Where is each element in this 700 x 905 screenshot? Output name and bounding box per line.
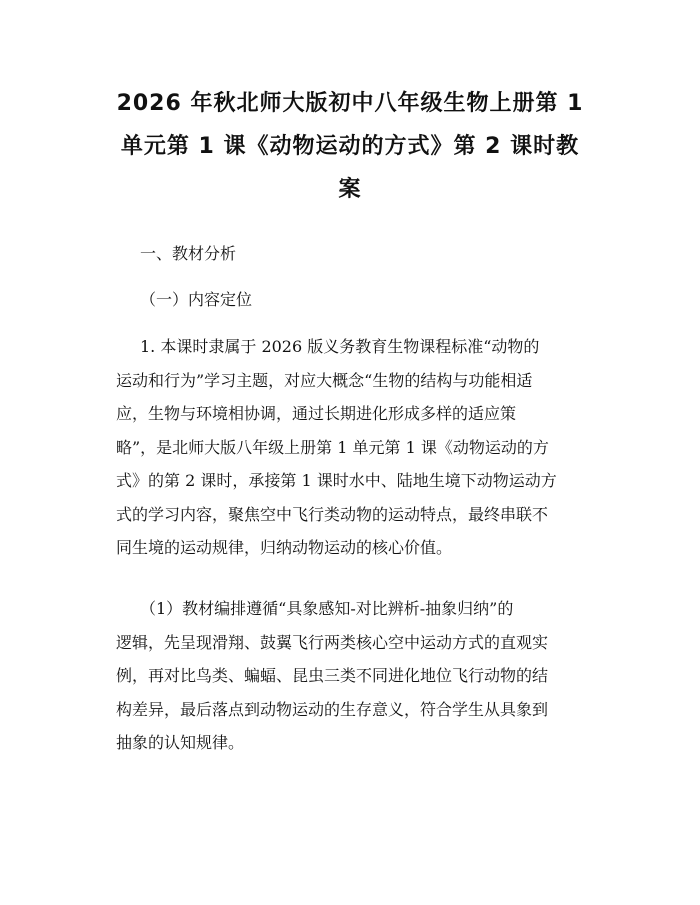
paragraph-line: 运动和行为”学习主题，对应大概念“生物的结构与功能相适 <box>116 370 533 390</box>
paragraph-line: 式》的第 2 课时，承接第 1 课时水中、陆地生境下动物运动方 <box>116 471 557 490</box>
paragraph-line: 抽象的认知规律。 <box>116 733 245 752</box>
paragraph-line: 1. 本课时隶属于 2026 版义务教育生物课程标准“动物的 <box>140 337 540 356</box>
title-line-3: 案 <box>338 177 362 202</box>
paragraph-line: 略”，是北师大版八年级上册第 1 单元第 1 课《动物运动的方 <box>116 437 549 457</box>
title-line-2: 单元第 1 课《动物运动的方式》第 2 课时教 <box>120 134 580 159</box>
section-heading: 一、教材分析 <box>140 244 237 263</box>
paragraph-line: 式的学习内容，聚焦空中飞行类动物的运动特点，最终串联不 <box>116 504 549 524</box>
paragraph-line: 同生境的运动规律，归纳动物运动的核心价值。 <box>116 538 453 557</box>
paragraph-line: 应，生物与环境相协调，通过长期进化形成多样的适应策 <box>116 404 517 423</box>
subsection-heading: （一）内容定位 <box>140 290 253 309</box>
paragraph-textbook-arrangement <box>116 592 600 760</box>
document-title <box>100 82 600 211</box>
paragraph-line: 构差异，最后落点到动物运动的生存意义，符合学生从具象到 <box>116 699 549 719</box>
paragraph-line: 例，再对比鸟类、蝙蝠、昆虫三类不同进化地位飞行动物的结 <box>116 666 549 685</box>
paragraph-content-positioning <box>116 330 600 565</box>
paragraph-line: （1）教材编排遵循“具象感知-对比辨析-抽象归纳”的 <box>140 599 514 618</box>
title-line-1: 2026 年秋北师大版初中八年级生物上册第 1 <box>116 91 584 116</box>
paragraph-line: 逻辑，先呈现滑翔、鼓翼飞行两类核心空中运动方式的直观实 <box>116 632 549 652</box>
